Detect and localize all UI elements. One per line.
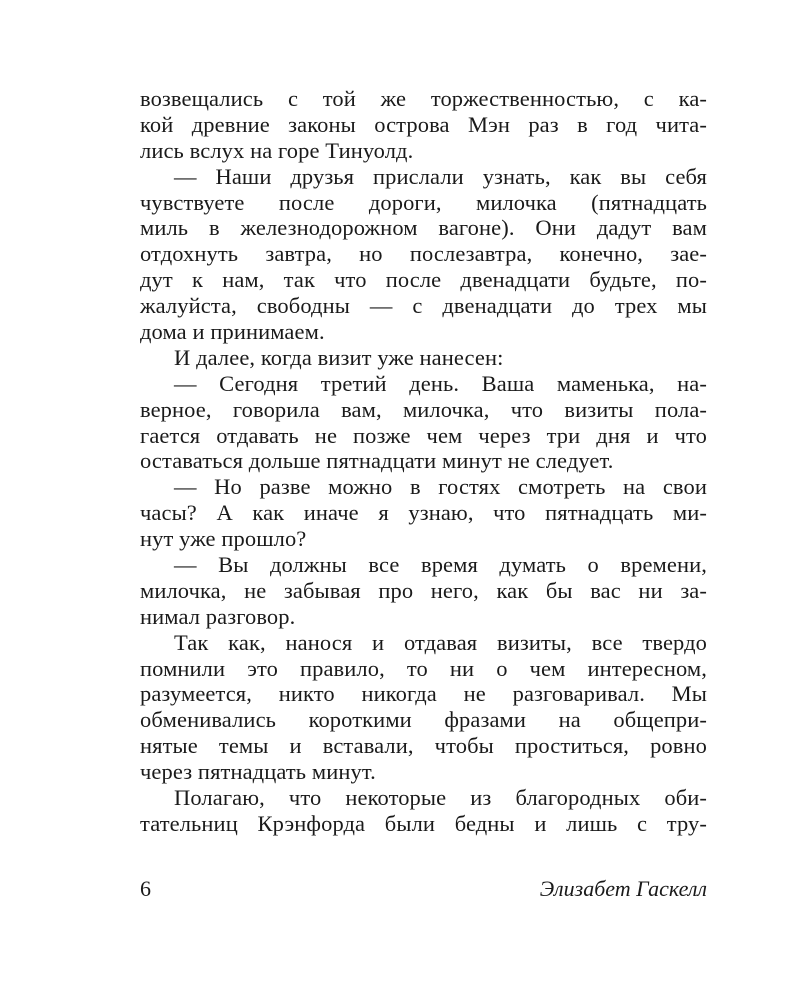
text-line: верное, говорила вам, милочка, что визиты пола- xyxy=(140,396,707,422)
book-page xyxy=(140,86,707,906)
text-line: кой древние законы острова Мэн раз в год чита- xyxy=(140,111,707,137)
text-line: Полагаю, что некоторые из благородных оби- xyxy=(174,785,707,811)
text-line: жалуйста, свободны — с двенадцати до трех мы xyxy=(140,293,707,319)
text-line: дома и принимаем. xyxy=(140,319,325,345)
text-line: — Наши друзья прислали узнать, как вы себя xyxy=(174,163,707,189)
text-line: нятые темы и вставали, чтобы проститься, ровно xyxy=(140,733,707,759)
text-line: возвещались с той же торжественностью, с ка- xyxy=(140,86,707,111)
text-line: нимал разговор. xyxy=(140,603,296,629)
text-line: — Сегодня третий день. Ваша маменька, на- xyxy=(174,370,707,396)
text-line: — Вы должны все время думать о времени, xyxy=(174,552,707,578)
text-line: помнили это правило, то ни о чем интересном, xyxy=(140,655,707,681)
text-line: лись вслух на горе Тинуолд. xyxy=(140,137,414,163)
text-line: милочка, не забывая про него, как бы вас ни за- xyxy=(140,577,707,603)
body-text xyxy=(140,86,707,837)
text-line: чувствуете после дороги, милочка (пятнадцать xyxy=(140,189,707,215)
text-line: обменивались короткими фразами на общепри- xyxy=(140,707,707,733)
text-line: — Но разве можно в гостях смотреть на свои xyxy=(174,474,707,500)
text-line: часы? А как иначе я узнаю, что пятнадцать ми- xyxy=(140,500,707,526)
text-line: дут к нам, так что после двенадцати будьте, по- xyxy=(140,267,707,293)
text-line: тательниц Крэнфорда были бедны и лишь с тру- xyxy=(140,810,707,836)
running-author: Элизабет Гаскелл xyxy=(539,876,707,901)
page-number: 6 xyxy=(140,876,151,901)
text-line: миль в железнодорожном вагоне). Они дадут вам xyxy=(140,215,707,241)
text-line: оставаться дольше пятнадцати минут не следует. xyxy=(140,448,614,474)
text-line: через пятнадцать минут. xyxy=(140,759,376,785)
text-line: нут уже прошло? xyxy=(140,526,307,552)
page-footer xyxy=(140,876,707,906)
text-line: гается отдавать не позже чем через три дня и что xyxy=(140,422,707,448)
text-line: отдохнуть завтра, но послезавтра, конечно, зае- xyxy=(140,241,707,267)
text-line: Так как, нанося и отдавая визиты, все твердо xyxy=(174,629,707,655)
text-line: И далее, когда визит уже нанесен: xyxy=(174,344,504,370)
text-line: разумеется, никто никогда не разговаривал. Мы xyxy=(140,681,707,707)
